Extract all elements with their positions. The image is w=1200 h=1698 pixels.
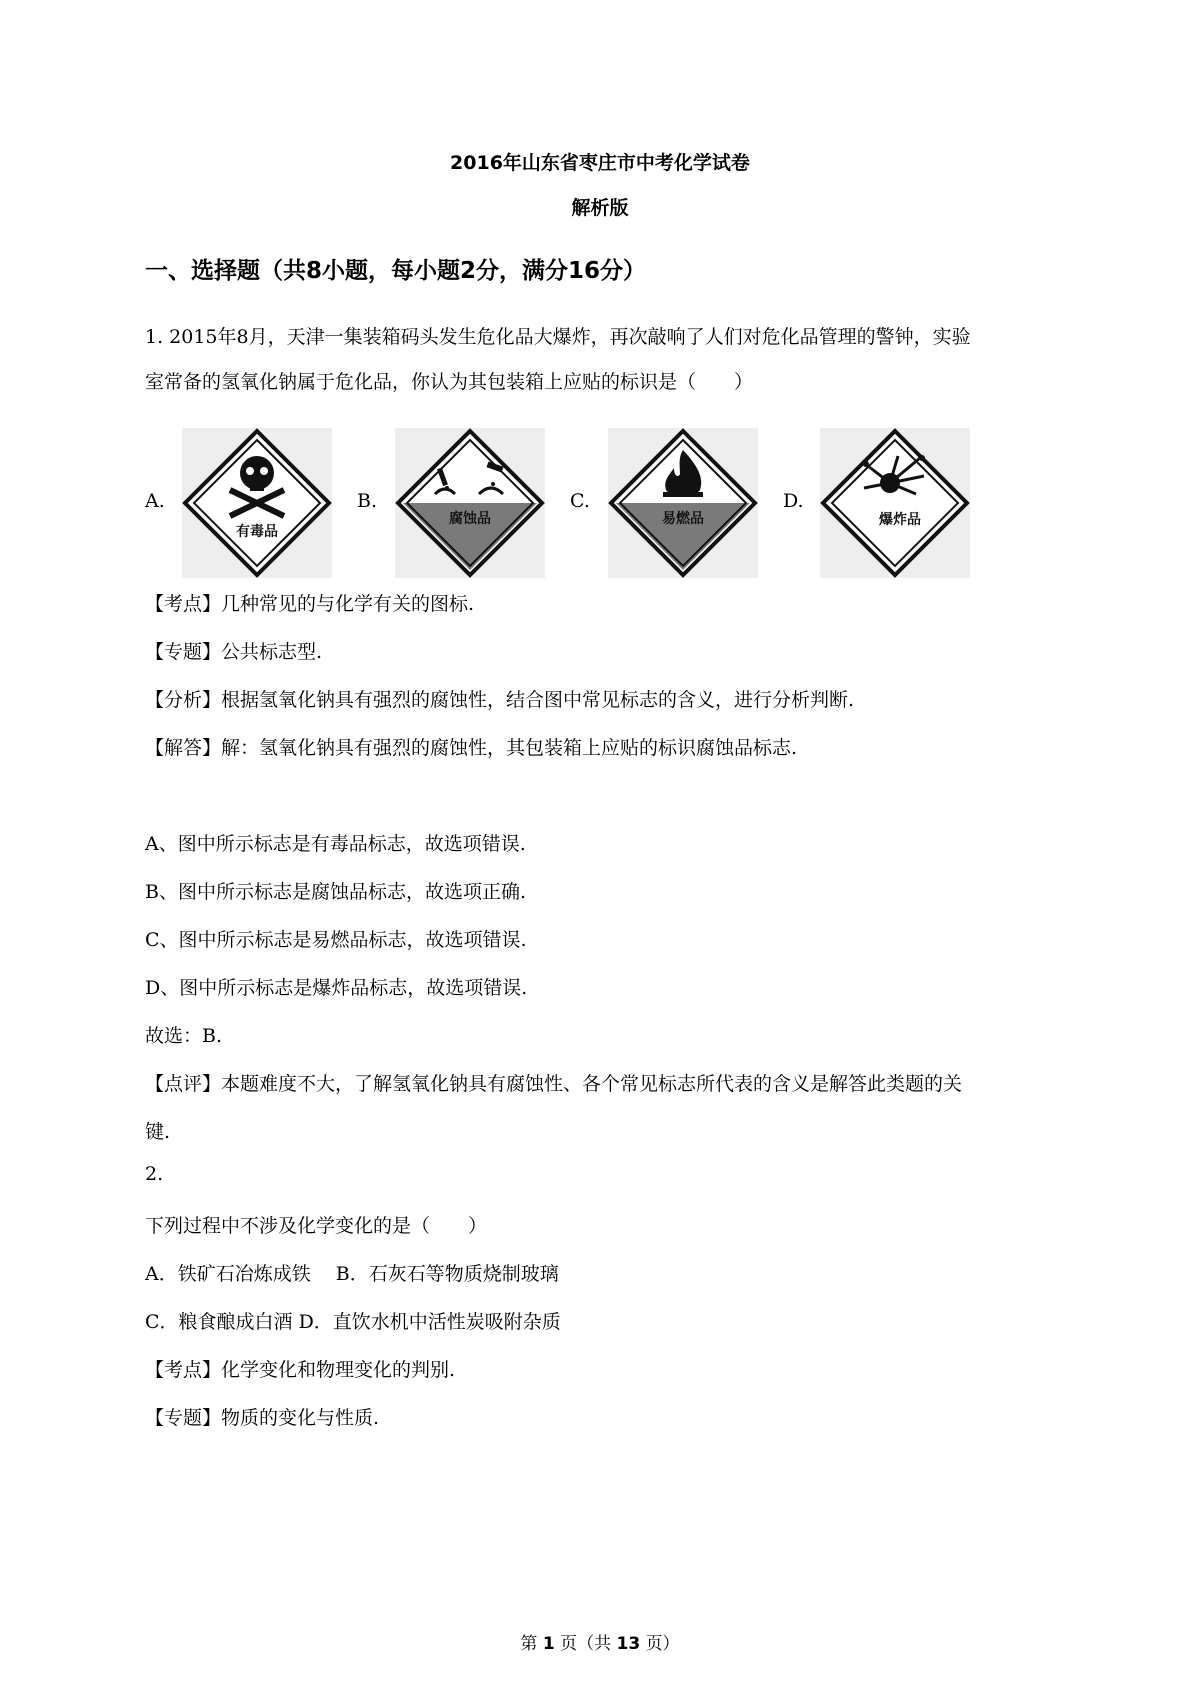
option-b-label: B.: [357, 490, 378, 512]
q1-explain-a: A、图中所示标志是有毒品标志，故选项错误.: [145, 833, 526, 855]
q1-dianping-line2: 键.: [145, 1121, 171, 1143]
footer-page-number: 1: [542, 1634, 555, 1654]
option-d-label: D.: [783, 490, 804, 512]
q2-number: 2.: [145, 1163, 164, 1185]
q2-kaodian: 【考点】化学变化和物理变化的判别.: [145, 1359, 456, 1381]
footer-middle: 页（共: [560, 1634, 612, 1654]
q1-jieda: 【解答】解：氢氧化钠具有强烈的腐蚀性，其包装箱上应贴的标识腐蚀品标志.: [145, 737, 798, 759]
sign-text-toxic: 有毒品: [236, 524, 278, 540]
q1-explain-d: D、图中所示标志是爆炸品标志，故选项错误.: [145, 977, 528, 999]
q1-explain-c: C、图中所示标志是易燃品标志，故选项错误.: [145, 929, 527, 951]
paper-title: 2016年山东省枣庄市中考化学试卷: [450, 152, 750, 174]
footer-total-pages: 13: [616, 1634, 641, 1654]
q2-options-cd: C．粮食酿成白酒 D．直饮水机中活性炭吸附杂质: [145, 1311, 561, 1333]
explosive-sign-image: [820, 428, 970, 578]
page-footer: [0, 1629, 1200, 1654]
sign-text-flammable: 易燃品: [662, 511, 704, 527]
section-heading: 一、选择题（共8小题，每小题2分，满分16分）: [145, 258, 647, 284]
q1-kaodian: 【考点】几种常见的与化学有关的图标.: [145, 593, 475, 615]
q2-stem: 下列过程中不涉及化学变化的是（ ）: [145, 1215, 488, 1237]
toxic-sign-image: [182, 428, 332, 578]
sign-text-explosive: 爆炸品: [879, 512, 921, 528]
q2-zhuanti: 【专题】物质的变化与性质.: [145, 1407, 380, 1429]
option-c-label: C.: [570, 490, 590, 512]
option-a-label: A.: [145, 490, 165, 512]
corrosive-sign-image: [395, 428, 545, 578]
q1-answer: 故选：B.: [145, 1025, 223, 1047]
q1-zhuanti: 【专题】公共标志型.: [145, 641, 323, 663]
q1-stem-line2: 室常备的氢氧化钠属于危化品，你认为其包装箱上应贴的标识是（ ）: [145, 371, 754, 393]
flammable-sign-image: [608, 428, 758, 578]
q1-stem-line1: 1. 2015年8月，天津一集装箱码头发生危化品大爆炸，再次敲响了人们对危化品管理的警钟，实验: [145, 326, 971, 348]
q1-dianping-line1: 【点评】本题难度不大，了解氢氧化钠具有腐蚀性、各个常见标志所代表的含义是解答此类题的关: [145, 1073, 963, 1095]
q2-options-ab: A．铁矿石冶炼成铁 B．石灰石等物质烧制玻璃: [145, 1263, 559, 1285]
footer-suffix: 页）: [645, 1634, 680, 1654]
sign-text-corrosive: 腐蚀品: [449, 511, 491, 527]
q1-fenxi: 【分析】根据氢氧化钠具有强烈的腐蚀性，结合图中常见标志的含义，进行分析判断.: [145, 689, 855, 711]
footer-prefix: 第: [520, 1634, 538, 1654]
q1-explain-b: B、图中所示标志是腐蚀品标志，故选项正确.: [145, 881, 527, 903]
paper-subtitle: 解析版: [571, 197, 629, 219]
